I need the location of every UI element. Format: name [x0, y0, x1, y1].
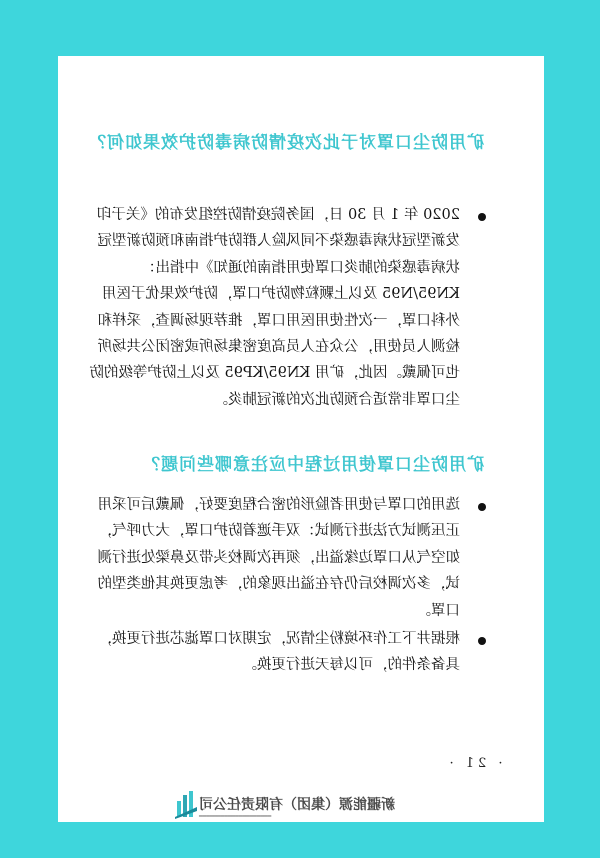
bullet-text: 选用的口罩与使用者脸形的密合程度要好，佩戴后可采用正压测试方法进行测试：双手遮着防护口罩，大力呼气，如空气从口罩边缘溢出，须再次调校头带及鼻梁处进行测试，多次调校后仍存在溢出现象的，考虑更换其他类型的口罩。: [97, 497, 460, 619]
bullet-dot-icon: [478, 213, 486, 221]
company-logo-icon: [175, 789, 197, 819]
bullet-dot-icon: [478, 503, 486, 511]
bullet-item: [88, 626, 488, 679]
page-number: · 21 ·: [445, 756, 503, 771]
bullet-text: 根据井下工作环境粉尘情况，定期对口罩滤芯进行更换，具备条件的，可以每天进行更换。: [97, 631, 460, 674]
bullet-dot-icon: [478, 637, 486, 645]
company-subline-decoration: ━━━━━━━━━━━━━━━━━━━━: [199, 813, 272, 820]
document-page: [58, 56, 544, 822]
bullet-item: [88, 492, 488, 624]
section-heading-effectiveness: 矿用防尘口罩对于此次疫情防病毒防护效果如何？: [88, 133, 484, 153]
bullet-item: [88, 202, 488, 413]
section-heading-usage: 矿用防尘口罩使用过程中应注意哪些问题？: [142, 455, 484, 475]
company-name: 新疆能源（集团）有限责任公司: [199, 797, 395, 813]
mirrored-content: [58, 56, 544, 822]
bullet-text: 2020 年 1 月 30 日，国务院疫情防控组发布的《关于印发新型冠状病毒感染不同风险人群防护指南和预防新型冠状病毒感染的肺炎口罩使用指南的通知》中指出：KN95/N95 及以上颗粒物防护口罩，防护效果优于医用外科口罩，一次性使用医用口罩，推荐现场调查，采样和检测人员使用，公众在人员高度密集场所或密闭公共场所也可佩戴。因此，矿用 KN95/KP95 及以上防护等级的防尘口罩非常适合预防此次的新冠肺炎。: [89, 207, 460, 408]
